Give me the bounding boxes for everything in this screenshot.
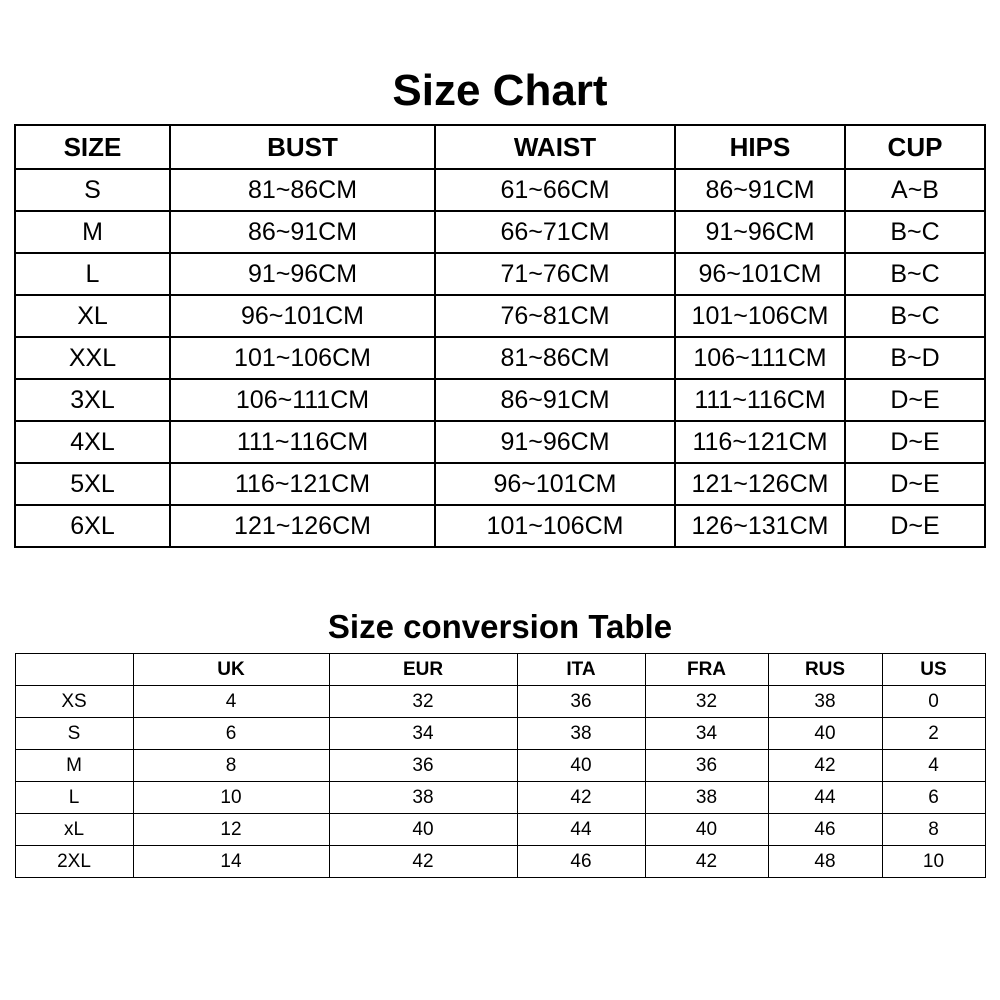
cell-size: L (15, 253, 170, 295)
cell-waist: 86~91CM (435, 379, 675, 421)
cell-size: XL (15, 295, 170, 337)
cell-rus: 40 (768, 717, 882, 749)
cell-hips: 91~96CM (675, 211, 845, 253)
table-row (15, 379, 985, 421)
cell-rus: 42 (768, 749, 882, 781)
conversion-title: Size conversion Table (327, 608, 673, 646)
cell-ita: 42 (517, 781, 645, 813)
table-row (15, 337, 985, 379)
cell-size: S (15, 169, 170, 211)
cell-waist: 76~81CM (435, 295, 675, 337)
cell-uk: 6 (133, 717, 329, 749)
size-conversion-table (15, 653, 986, 878)
cell-hips: 86~91CM (675, 169, 845, 211)
cell-rus: 48 (768, 845, 882, 877)
cell-ita: 38 (517, 717, 645, 749)
cell-bust: 116~121CM (170, 463, 435, 505)
cell-cup: D~E (845, 463, 985, 505)
cell-cup: B~C (845, 295, 985, 337)
cell-hips: 106~111CM (675, 337, 845, 379)
cell-cup: B~C (845, 211, 985, 253)
cell-eur: 42 (329, 845, 517, 877)
cell-bust: 106~111CM (170, 379, 435, 421)
cell-fra: 32 (645, 685, 768, 717)
cell-eur: 32 (329, 685, 517, 717)
column-header-uk: UK (133, 653, 329, 685)
conversion-header-row (15, 653, 985, 685)
cell-us: 0 (882, 685, 985, 717)
cell-hips: 126~131CM (675, 505, 845, 547)
cell-us: 2 (882, 717, 985, 749)
cell-us: 4 (882, 749, 985, 781)
cell-bust: 121~126CM (170, 505, 435, 547)
cell-hips: 111~116CM (675, 379, 845, 421)
cell-hips: 96~101CM (675, 253, 845, 295)
cell-waist: 101~106CM (435, 505, 675, 547)
table-row (15, 813, 985, 845)
cell-fra: 36 (645, 749, 768, 781)
cell-label: XS (15, 685, 133, 717)
cell-size: 4XL (15, 421, 170, 463)
cell-eur: 40 (329, 813, 517, 845)
cell-waist: 71~76CM (435, 253, 675, 295)
cell-uk: 4 (133, 685, 329, 717)
cell-ita: 36 (517, 685, 645, 717)
column-header-size: SIZE (15, 125, 170, 169)
cell-rus: 46 (768, 813, 882, 845)
cell-label: xL (15, 813, 133, 845)
cell-label: L (15, 781, 133, 813)
cell-label: S (15, 717, 133, 749)
cell-us: 8 (882, 813, 985, 845)
cell-bust: 81~86CM (170, 169, 435, 211)
table-row (15, 169, 985, 211)
cell-uk: 12 (133, 813, 329, 845)
cell-size: M (15, 211, 170, 253)
cell-ita: 44 (517, 813, 645, 845)
cell-size: 6XL (15, 505, 170, 547)
cell-fra: 42 (645, 845, 768, 877)
cell-size: 5XL (15, 463, 170, 505)
cell-bust: 86~91CM (170, 211, 435, 253)
cell-bust: 111~116CM (170, 421, 435, 463)
cell-bust: 101~106CM (170, 337, 435, 379)
cell-uk: 8 (133, 749, 329, 781)
table-row (15, 211, 985, 253)
cell-bust: 96~101CM (170, 295, 435, 337)
cell-fra: 34 (645, 717, 768, 749)
column-header-bust: BUST (170, 125, 435, 169)
size-chart-table (14, 124, 986, 548)
cell-waist: 91~96CM (435, 421, 675, 463)
page-title: Size Chart (392, 66, 608, 115)
column-header-eur: EUR (329, 653, 517, 685)
table-row (15, 717, 985, 749)
column-header-ita: ITA (517, 653, 645, 685)
column-header-rus: RUS (768, 653, 882, 685)
cell-fra: 38 (645, 781, 768, 813)
table-row (15, 421, 985, 463)
column-header-fra: FRA (645, 653, 768, 685)
cell-waist: 81~86CM (435, 337, 675, 379)
cell-hips: 101~106CM (675, 295, 845, 337)
table-header-row (15, 125, 985, 169)
cell-hips: 121~126CM (675, 463, 845, 505)
cell-cup: B~C (845, 253, 985, 295)
column-header-blank (15, 653, 133, 685)
table-row (15, 749, 985, 781)
cell-uk: 14 (133, 845, 329, 877)
table-row (15, 463, 985, 505)
cell-label: 2XL (15, 845, 133, 877)
cell-uk: 10 (133, 781, 329, 813)
cell-us: 10 (882, 845, 985, 877)
column-header-cup: CUP (845, 125, 985, 169)
cell-waist: 61~66CM (435, 169, 675, 211)
cell-waist: 66~71CM (435, 211, 675, 253)
cell-size: XXL (15, 337, 170, 379)
cell-size: 3XL (15, 379, 170, 421)
cell-ita: 46 (517, 845, 645, 877)
table-row (15, 781, 985, 813)
cell-cup: D~E (845, 379, 985, 421)
table-row (15, 295, 985, 337)
column-header-us: US (882, 653, 985, 685)
cell-bust: 91~96CM (170, 253, 435, 295)
cell-cup: D~E (845, 421, 985, 463)
cell-cup: D~E (845, 505, 985, 547)
table-row (15, 685, 985, 717)
cell-waist: 96~101CM (435, 463, 675, 505)
cell-eur: 34 (329, 717, 517, 749)
table-row (15, 845, 985, 877)
cell-eur: 36 (329, 749, 517, 781)
cell-hips: 116~121CM (675, 421, 845, 463)
cell-rus: 38 (768, 685, 882, 717)
table-row (15, 253, 985, 295)
cell-us: 6 (882, 781, 985, 813)
cell-label: M (15, 749, 133, 781)
column-header-waist: WAIST (435, 125, 675, 169)
cell-cup: B~D (845, 337, 985, 379)
table-row (15, 505, 985, 547)
cell-rus: 44 (768, 781, 882, 813)
cell-fra: 40 (645, 813, 768, 845)
cell-cup: A~B (845, 169, 985, 211)
cell-ita: 40 (517, 749, 645, 781)
cell-eur: 38 (329, 781, 517, 813)
column-header-hips: HIPS (675, 125, 845, 169)
